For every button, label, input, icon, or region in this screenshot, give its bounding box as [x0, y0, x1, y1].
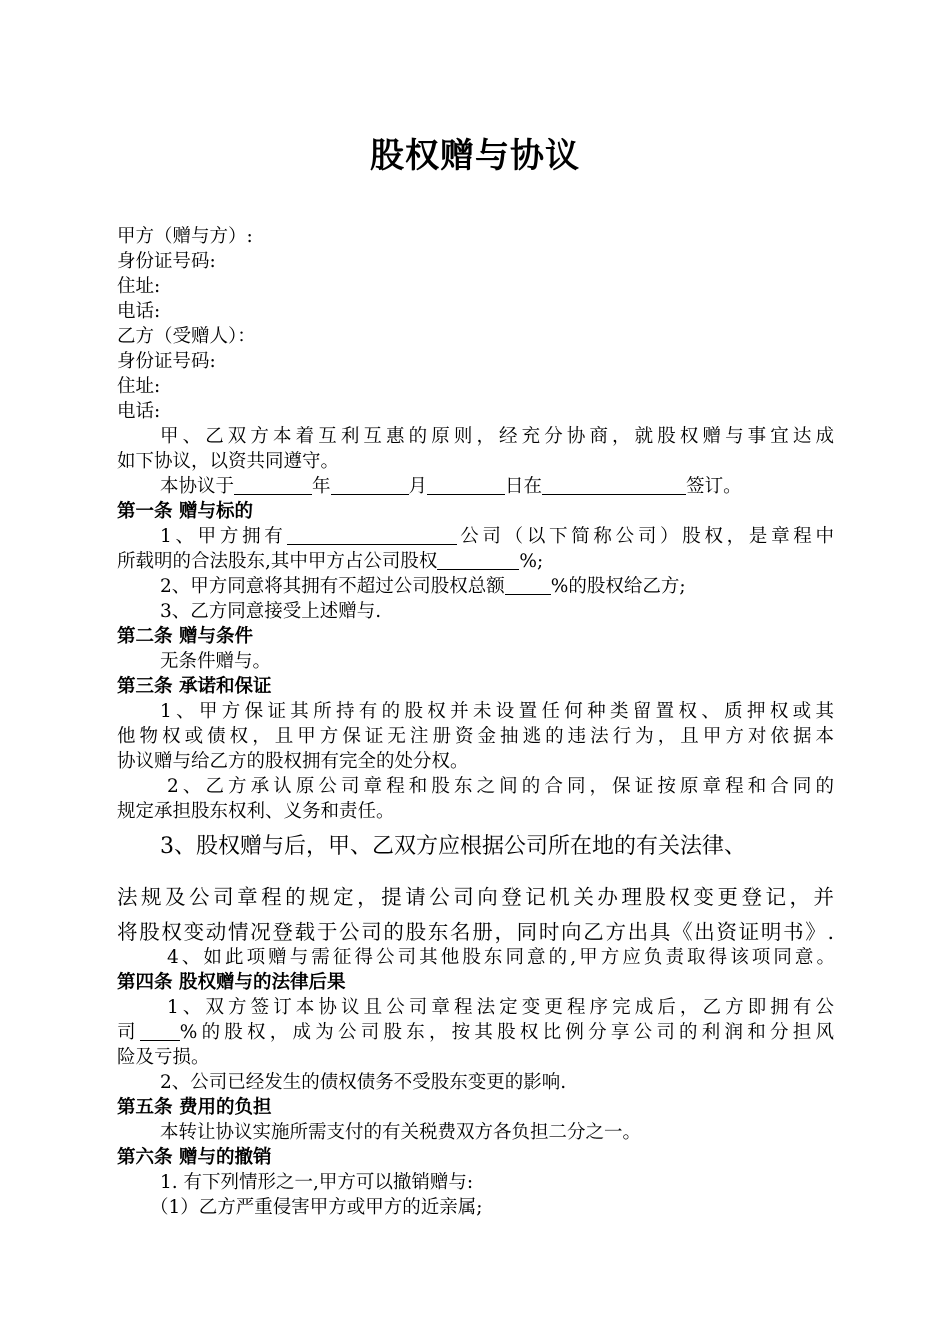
article-1-heading: 第一条 赠与标的 [117, 501, 253, 522]
party-a-label: 甲方（赠与方）: [117, 226, 253, 247]
company-name-blank [287, 526, 457, 545]
final-percent-blank [140, 1022, 180, 1041]
signing-suffix: 签订。 [686, 476, 742, 497]
article-4-item-1-line-2: 司 %的股权，成为公司股东，按其股权比例分享公司的利润和分担风 [117, 1022, 834, 1043]
preamble-line-1: 甲、乙双方本着互利互惠的原则，经充分协商，就股权赠与事宜达成 [160, 426, 834, 447]
article-1-item-1-line-1: 1、甲方拥有 公司（以下简称公司）股权，是章程中 [160, 526, 834, 547]
article-2-heading: 第二条 赠与条件 [117, 626, 253, 647]
article-3-item-3-line-1: 3、股权赠与后，甲、乙双方应根据公司所在地的有关法律、 [160, 834, 746, 859]
article-3-heading: 第三条 承诺和保证 [117, 676, 272, 697]
article-6-item-1: 1. 有下列情形之一,甲方可以撤销赠与: [160, 1172, 474, 1193]
signing-year: 年 [312, 476, 331, 497]
article-3-item-4: 4、如此项赠与需征得公司其他股东同意的,甲方应负责取得该项同意。 [167, 947, 835, 968]
article-3-item-1-line-3: 协议赠与给乙方的股权拥有完全的处分权。 [117, 751, 469, 772]
article-3-item-3-line-2: 法规及公司章程的规定，提请公司向登记机关办理股权变更登记，并 [117, 885, 834, 909]
party-b-phone-label: 电话: [117, 401, 161, 422]
article-3-item-1-line-2: 他物权或债权，且甲方保证无注册资金抽逃的违法行为，且甲方对依据本 [117, 726, 834, 747]
article-4-item-2: 2、公司已经发生的债权债务不受股东变更的影响. [160, 1072, 567, 1093]
day-blank [427, 476, 505, 495]
article-4-item-1-line-1: 1、双方签订本协议且公司章程法定变更程序完成后，乙方即拥有公 [167, 997, 834, 1018]
article-3-item-3-line-3: 将股权变动情况登载于公司的股东名册，同时向乙方出具《出资证明书》. [117, 920, 834, 944]
article-5-text: 本转让协议实施所需支付的有关税费双方各负担二分之一。 [160, 1122, 642, 1143]
party-a-id-label: 身份证号码: [117, 251, 216, 272]
place-blank [542, 476, 686, 495]
article-3-item-2-line-2: 规定承担股东权利、义务和责任。 [117, 801, 395, 822]
party-a-address-label: 住址: [117, 276, 161, 297]
gift-percent-blank [505, 576, 551, 595]
signing-line [160, 475, 742, 499]
article-2-text: 无条件赠与。 [160, 651, 272, 672]
party-a-phone-label: 电话: [117, 301, 161, 322]
share-percent-blank [437, 551, 519, 570]
article-1-item-1-line-2: 所载明的合法股东,其中甲方占公司股权 %; [117, 551, 544, 572]
signing-day-at: 日在 [505, 476, 543, 497]
article-4-heading: 第四条 股权赠与的法律后果 [117, 972, 346, 993]
party-b-address-label: 住址: [117, 376, 161, 397]
article-3-item-1-line-1: 1、甲方保证其所持有的股权并未设置任何种类留置权、质押权或其 [160, 701, 834, 722]
article-4-item-1-line-3: 险及亏损。 [117, 1047, 210, 1068]
party-b-label: 乙方（受赠人）： [117, 326, 256, 347]
article-6-sub-item-1: （1）乙方严重侵害甲方或甲方的近亲属; [150, 1197, 483, 1218]
year-blank [234, 476, 312, 495]
article-6-heading: 第六条 赠与的撤销 [117, 1147, 272, 1168]
signing-prefix: 本协议于 [160, 476, 235, 497]
article-5-heading: 第五条 费用的负担 [117, 1097, 272, 1118]
month-blank [331, 476, 409, 495]
article-1-item-3: 3、乙方同意接受上述赠与. [160, 601, 382, 622]
document-title: 股权赠与协议 [370, 136, 580, 176]
article-3-item-2-line-1: 2、乙方承认原公司章程和股东之间的合同，保证按原章程和合同的 [167, 776, 834, 797]
party-b-id-label: 身份证号码: [117, 351, 216, 372]
article-1-item-2: 2、甲方同意将其拥有不超过公司股权总额 %的股权给乙方; [160, 576, 686, 597]
preamble-line-2: 如下协议，以资共同遵守。 [117, 451, 340, 472]
signing-month: 月 [408, 476, 428, 497]
